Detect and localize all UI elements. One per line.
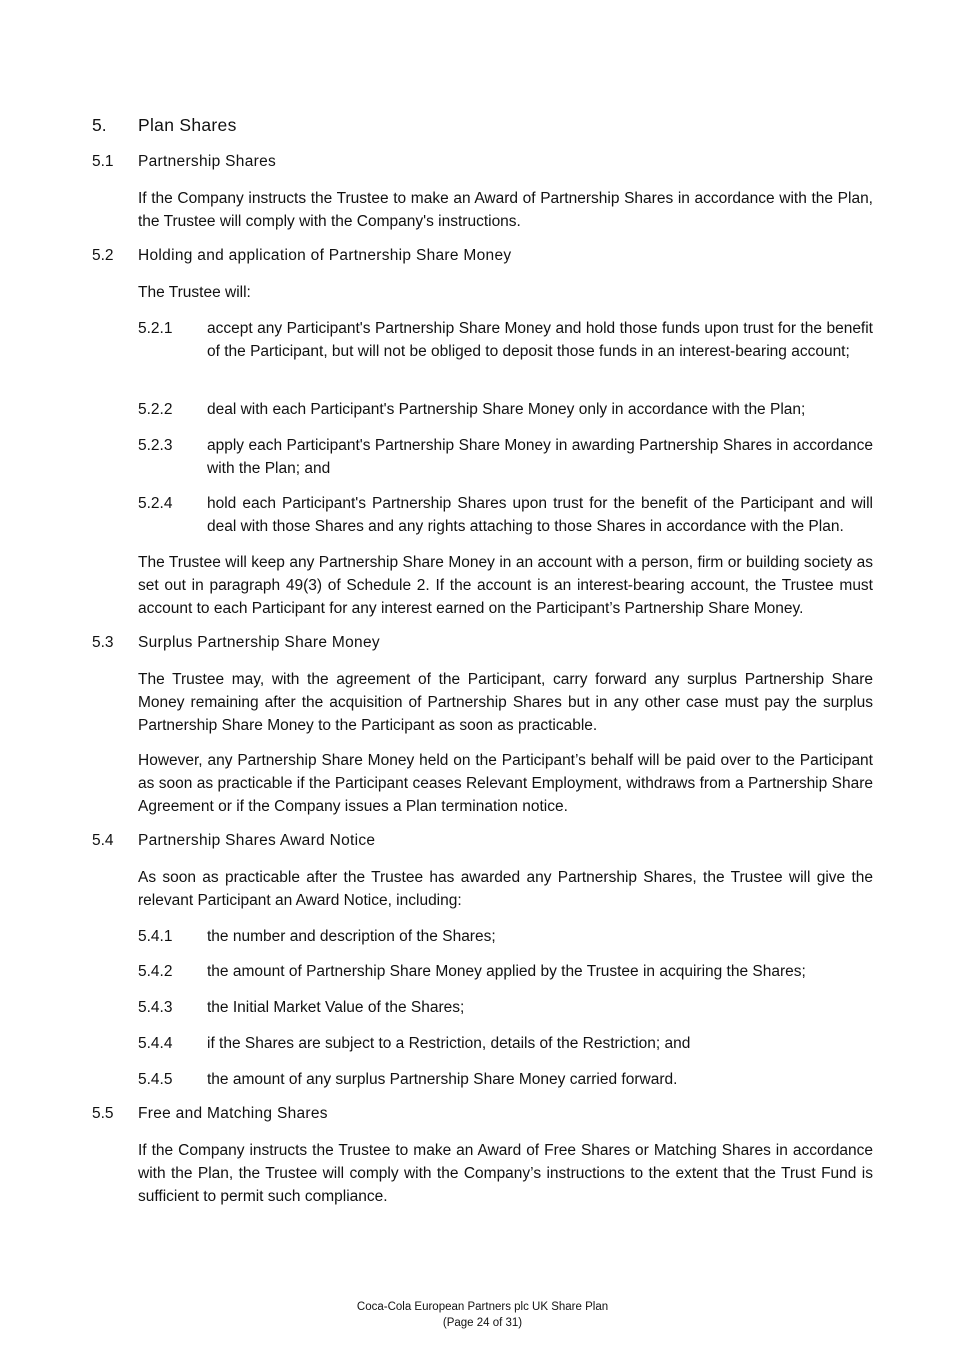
footer-title: Coca-Cola European Partners plc UK Share Plan bbox=[356, 1301, 609, 1313]
page-number: (Page 24 of 31) bbox=[442, 1317, 523, 1329]
subclause-number: 5.4.4 bbox=[138, 1035, 173, 1052]
subclause-number: 5.4.2 bbox=[138, 963, 173, 980]
subclause-text: the Initial Market Value of the Shares; bbox=[207, 999, 465, 1016]
subclause-text: the amount of any surplus Partnership Share Money carried forward. bbox=[207, 1071, 678, 1088]
page-footer bbox=[0, 1299, 965, 1331]
paragraph: The Trustee will: bbox=[138, 284, 251, 301]
paragraph: The Trustee will keep any Partnership Share Money in an account with a person, firm or building society as set out in paragraph 49(3) of Schedule 2. If the account is an interest-bearing account, the Trustee must account to each Participant for any interest earned on the Participant’s Partnership Share Money. bbox=[138, 554, 873, 617]
subclause-number: 5.2.3 bbox=[138, 437, 173, 454]
clause-number: 5.5 bbox=[92, 1105, 114, 1122]
section-number: 5. bbox=[92, 115, 107, 135]
subclause-text: apply each Participant's Partnership Share Money in awarding Partnership Shares in accordance with the Plan; and bbox=[207, 437, 873, 477]
clause-title: Holding and application of Partnership Share Money bbox=[138, 247, 512, 264]
section-title: Plan Shares bbox=[138, 115, 237, 135]
clause-number: 5.1 bbox=[92, 153, 114, 170]
paragraph: The Trustee may, with the agreement of the Participant, carry forward any surplus Partnership Share Money remaining after the acquisition of Partnership Shares but in any other case must pay the surplus Partnership Share Money to the Participant as soon as practicable. bbox=[138, 671, 873, 734]
paragraph: However, any Partnership Share Money held on the Participant’s behalf will be paid over to the Participant as soon as practicable if the Participant ceases Relevant Employment, withdraws from a Partnership Share Agreement or if the Company issues a Plan termination notice. bbox=[138, 752, 873, 815]
clause-number: 5.4 bbox=[92, 832, 114, 849]
subclause-number: 5.4.5 bbox=[138, 1071, 173, 1088]
subclause-text: accept any Participant's Partnership Share Money and hold those funds upon trust for the benefit of the Participant, but will not be obliged to deposit those funds in an interest-bearing account; bbox=[207, 320, 873, 360]
subclause-number: 5.4.1 bbox=[138, 928, 173, 945]
clause-title: Partnership Shares bbox=[138, 153, 277, 170]
subclause-number: 5.4.3 bbox=[138, 999, 173, 1016]
clause-number: 5.2 bbox=[92, 247, 114, 264]
clause-title: Surplus Partnership Share Money bbox=[138, 634, 380, 651]
subclause-text: the amount of Partnership Share Money applied by the Trustee in acquiring the Shares; bbox=[207, 963, 806, 980]
paragraph: If the Company instructs the Trustee to make an Award of Free Shares or Matching Shares in accordance with the Plan, the Trustee will comply with the Company’s instructions to the extent that the Trust Fund is sufficient to permit such compliance. bbox=[138, 1142, 873, 1205]
subclause-text: the number and description of the Shares; bbox=[207, 928, 496, 945]
paragraph: If the Company instructs the Trustee to make an Award of Partnership Shares in accordance with the Plan, the Trustee will comply with the Company's instructions. bbox=[138, 190, 873, 230]
subclause-number: 5.2.1 bbox=[138, 320, 173, 337]
subclause-number: 5.2.4 bbox=[138, 495, 173, 512]
clause-title: Partnership Shares Award Notice bbox=[138, 832, 376, 849]
paragraph: As soon as practicable after the Trustee has awarded any Partnership Shares, the Trustee will give the relevant Participant an Award Notice, including: bbox=[138, 869, 873, 909]
subclause-text: deal with each Participant's Partnership Share Money only in accordance with the Plan; bbox=[207, 401, 806, 418]
subclause-number: 5.2.2 bbox=[138, 401, 173, 418]
subclause-text: hold each Participant's Partnership Shares upon trust for the benefit of the Participant and will deal with those Shares and any rights attaching to those Shares in accordance with the Plan. bbox=[207, 495, 873, 535]
clause-title: Free and Matching Shares bbox=[138, 1105, 328, 1122]
subclause-text: if the Shares are subject to a Restriction, details of the Restriction; and bbox=[207, 1035, 691, 1052]
clause-number: 5.3 bbox=[92, 634, 114, 651]
